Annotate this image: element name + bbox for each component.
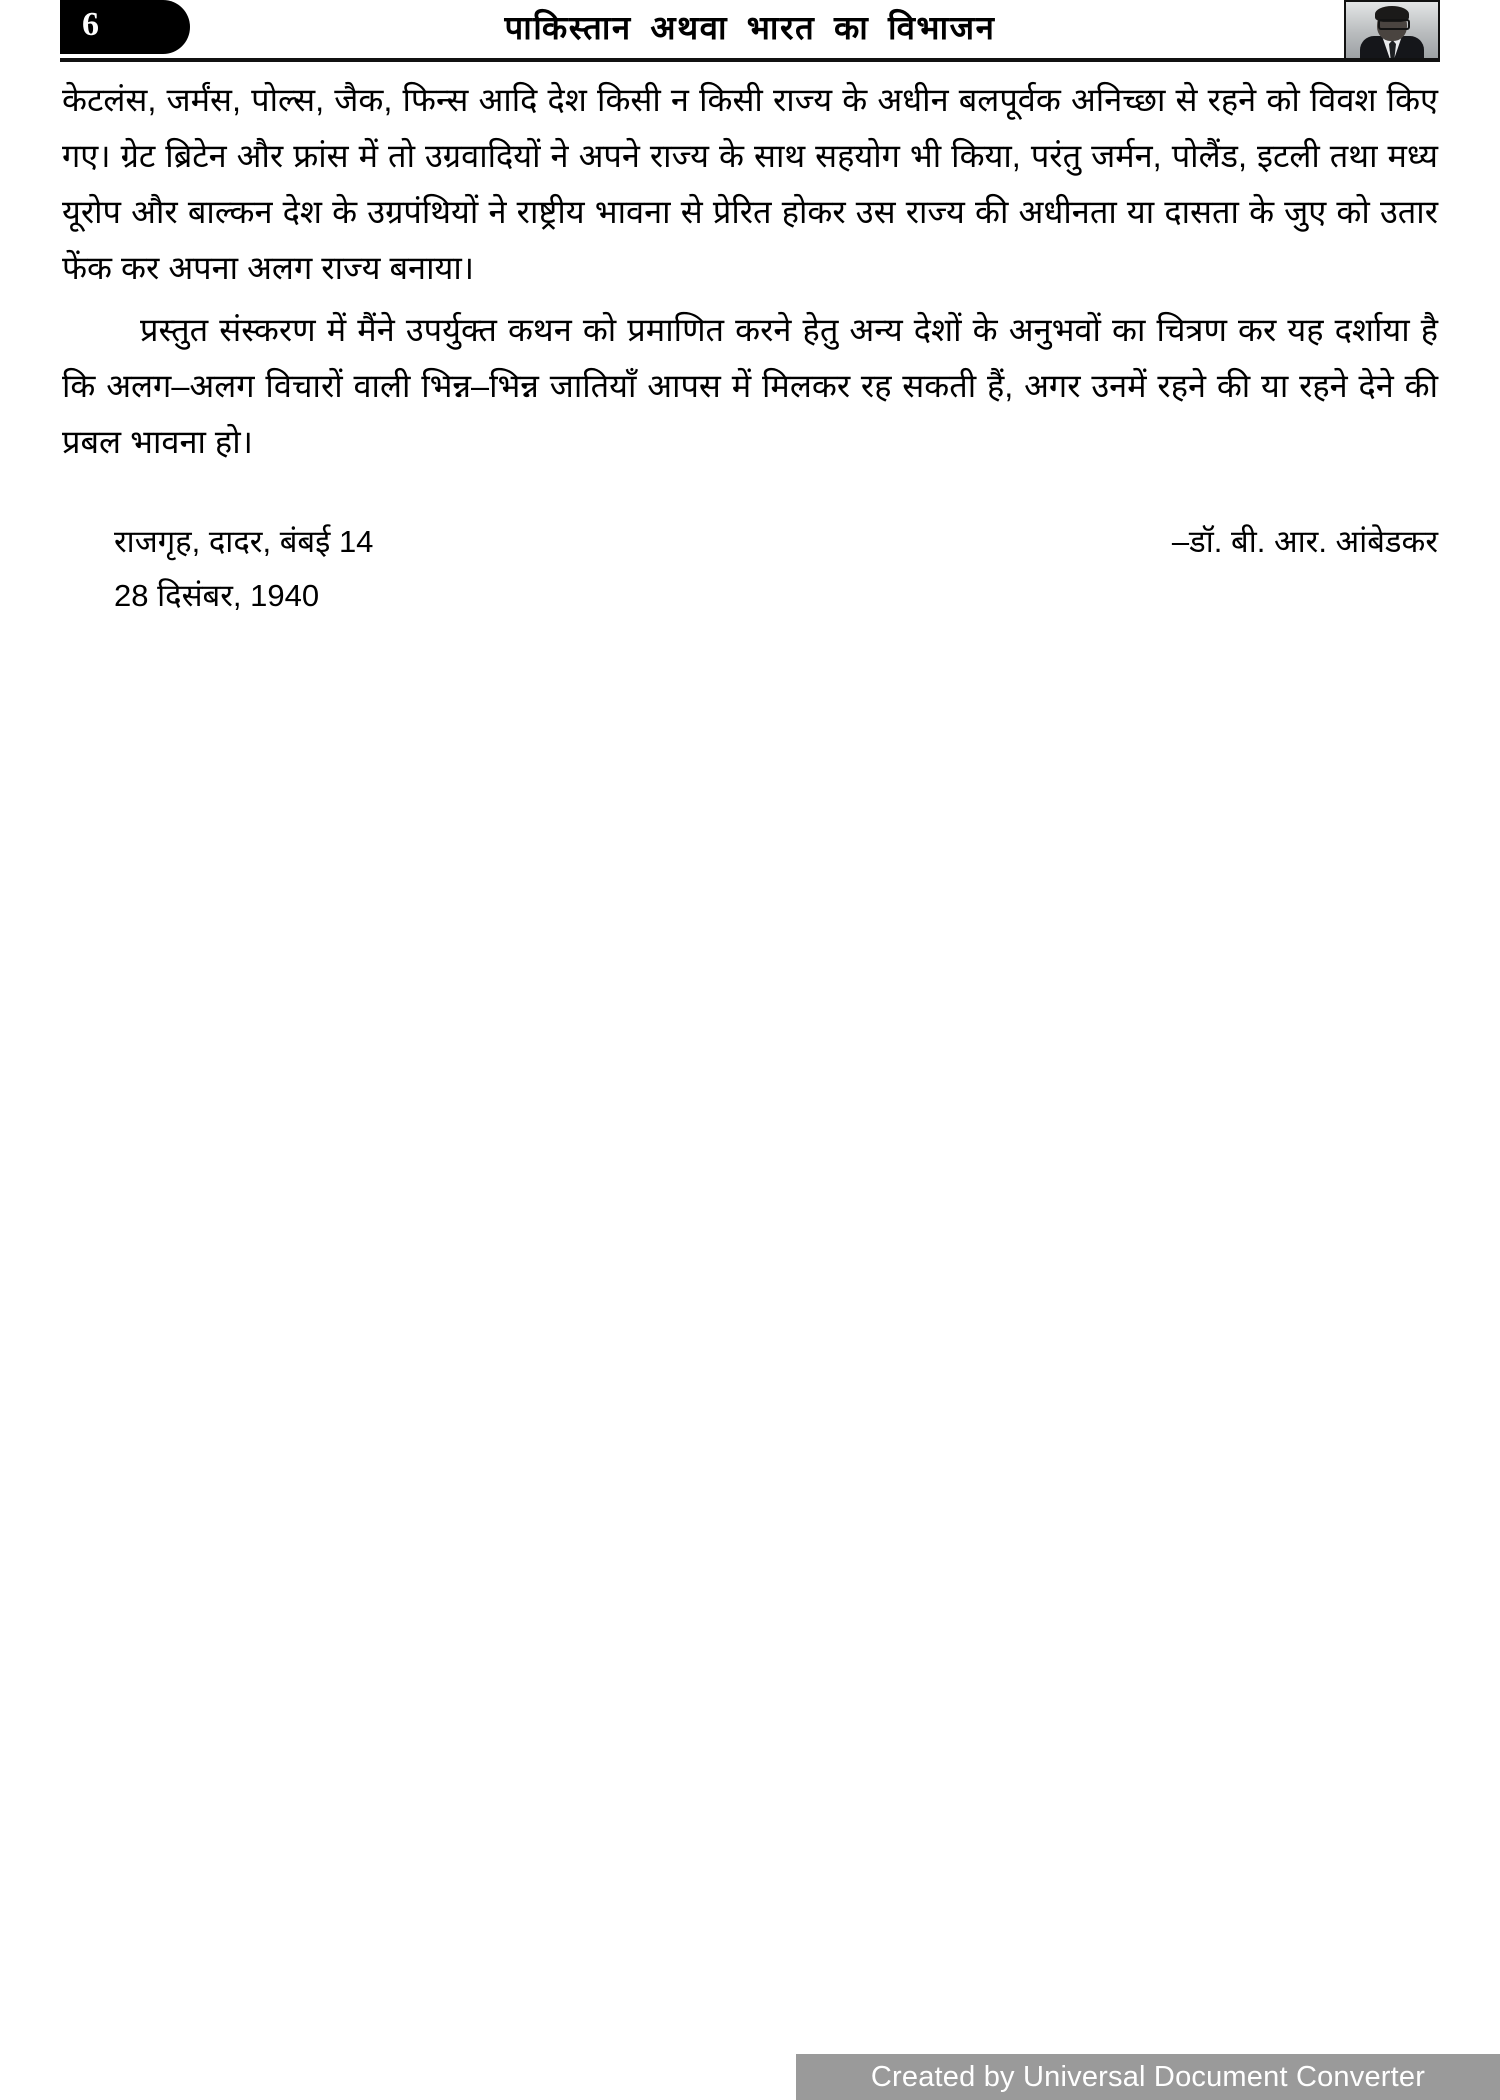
page-number-label: 6	[82, 6, 100, 43]
page-body	[62, 72, 1438, 470]
author-portrait-image	[1344, 0, 1440, 60]
signature-author: –डॉ. बी. आर. आंबेडकर	[1171, 524, 1438, 559]
signature-row	[62, 520, 1438, 574]
header-divider	[60, 58, 1440, 62]
glasses-icon	[1378, 19, 1410, 30]
watermark-banner: Created by Universal Document Converter	[796, 2054, 1500, 2100]
page-header	[60, 0, 1440, 62]
signature-place: राजगृह, दादर, बंबई 14	[114, 524, 374, 559]
signature-date-row	[62, 574, 1438, 628]
body-paragraph-1: केटलंस, जर्मंस, पोल्स, जैक, फिन्स आदि देश किसी न किसी राज्य के अधीन बलपूर्वक अनिच्छा से रहने को विवश किए गए। ग्रेट ब्रिटेन और फ्रांस में तो उग्रवादियों ने अपने राज्य के साथ सहयोग भी किया, परंतु जर्मन, पोलैंड, इटली तथा मध्य यूरोप और बाल्कन देश के उग्रपंथियों ने राष्ट्रीय भावना से प्रेरित होकर उस राज्य की अधीनता या दासता के जुए को उतार फेंक कर अपना अलग राज्य बनाया।	[62, 82, 1438, 286]
signature-date: 28 दिसंबर, 1940	[114, 578, 320, 613]
body-paragraph-2: प्रस्तुत संस्करण में मैंने उपर्युक्त कथन को प्रमाणित करने हेतु अन्य देशों के अनुभवों का चित्रण कर यह दर्शाया है कि अलग–अलग विचारों वाली भिन्न–भिन्न जातियाँ आपस में मिलकर रह सकती हैं, अगर उनमें रहने की या रहने देने की प्रबल भावना हो।	[62, 312, 1438, 460]
page-title: पाकिस्तान अथवा भारत का विभाजन	[504, 9, 996, 46]
signature-block	[62, 520, 1438, 628]
